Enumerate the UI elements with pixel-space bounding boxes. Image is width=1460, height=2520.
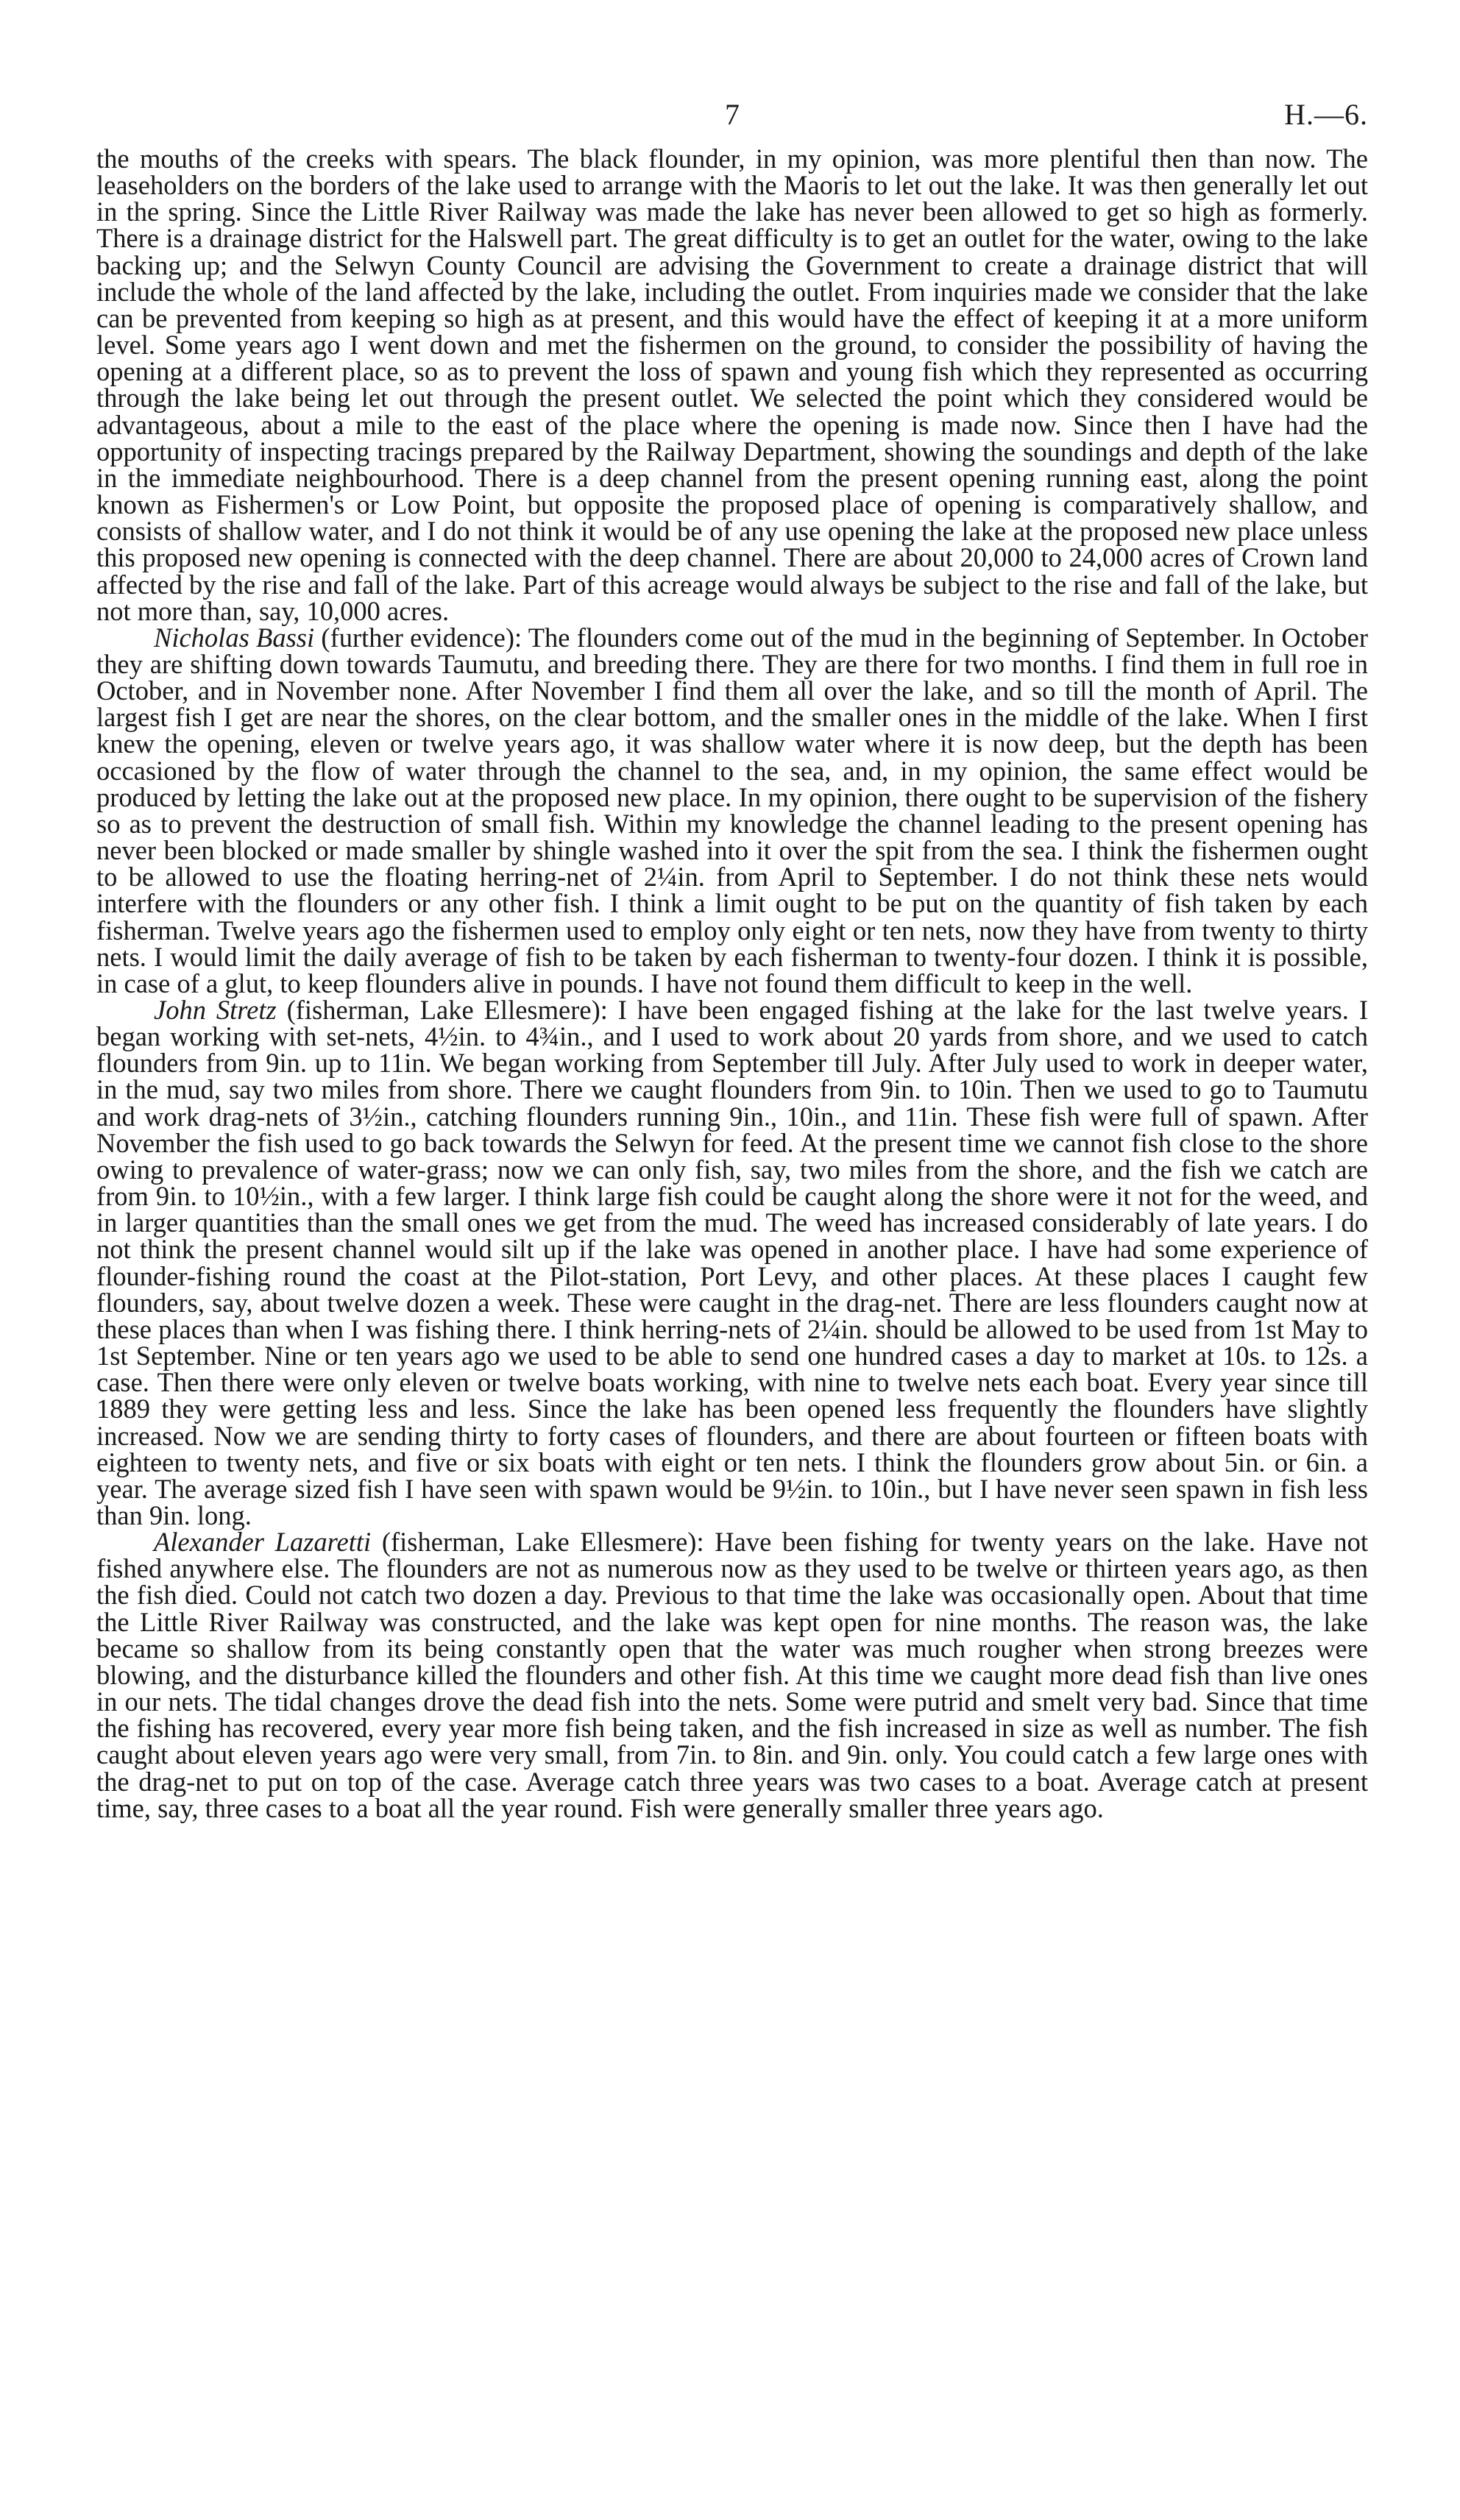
page-header (96, 93, 1368, 146)
paragraph-text: the mouths of the creeks with spears. The black flounder, in my opinion, was more plentiful then than now. The leaseholders on the borders of the lake used to arrange with the Maoris to let out the lake. It was then generally let out in the spring. Since the Little River Railway was made the lake has never been allowed to get so high as formerly. There is a drainage district for the Halswell part. The great difficulty is to get an outlet for the water, owing to the lake backing up; and the Selwyn County Council are advising the Government to create a drainage district that will include the whole of the land affected by the lake, including the outlet. From inquiries made we consider that the lake can be prevented from keeping so high as at present, and this would have the effect of keeping it at a more uniform level. Some years ago I went down and met the fishermen on the ground, to consider the possibility of having the opening at a different place, so as to prevent the loss of spawn and young fish which they represented as occurring through the lake being let out through the present outlet. We selected the point which they considered would be advantageous, about a mile to the east of the place where the opening is made now. Since then I have had the opportunity of inspecting tracings prepared by the Railway Department, showing the soundings and depth of the lake in the immediate neighbourhood. There is a deep channel from the present opening running east, along the point known as Fishermen's or Low Point, but opposite the proposed place of opening is comparatively shallow, and consists of shallow water, and I do not think it would be of any use opening the lake at the proposed new place unless this proposed new opening is connected with the deep channel. There are about 20,000 to 24,000 acres of Crown land affected by the rise and fall of the lake. Part of this acreage would always be subject to the rise and fall of the lake, but not more than, say, 10,000 acres. (96, 143, 1368, 626)
paragraph-bassi-evidence (96, 622, 1368, 998)
paragraph-text: I have been engaged fishing at the lake for the last twelve years. I began working with set-nets, 4½in. to 4¾in., and I used to work about 20 yards from shore, and we used to catch flounders from 9in. up to 11in. We began working from September till July. After July used to work in deeper water, in the mud, say two miles from shore. There we caught flounders from 9in. to 10in. Then we used to go to Taumutu and work drag-nets of 3½in., catching flounders running 9in., 10in., and 11in. These fish were full of spawn. After November the fish used to go back towards the Selwyn for feed. At the present time we cannot fish close to the shore owing to prevalence of water-grass; now we can only fish, say, two miles from the shore, and the fish we catch are from 9in. to 10½in., with a few larger. I think large fish could be caught along the shore were it not for the weed, and in larger quantities than the small ones we get from the mud. The weed has increased considerably of late years. I do not think the present channel would silt up if the lake was opened in another place. I have had some experience of flounder-fishing round the coast at the Pilot-station, Port Levy, and other places. At these places I caught few flounders, say, about twelve dozen a week. These were caught in the drag-net. There are less flounders caught now at these places than when I was fishing there. I think herring-nets of 2¼in. should be allowed to be used from 1st May to 1st September. Nine or ten years ago we used to be able to send one hundred cases a day to market at 10s. to 12s. a case. Then there were only eleven or twelve boats working, with nine to twelve nets each boat. Every year since till 1889 they were getting less and less. Since the lake has been opened less frequently the flounders have slightly increased. Now we are sending thirty to forty cases of flounders, and there are about fourteen or fifteen boats with eighteen to twenty nets, and five or six boats with eight or ten nets. I think the flounders grow about 5in. or 6in. a year. The average sized fish I have seen with spawn would be 9½in. to 10in., but I have never seen spawn in fish less than 9in. long. (96, 995, 1368, 1530)
witness-qualifier: (fisherman, Lake Ellesmere): (276, 995, 618, 1025)
document-page (96, 93, 1368, 1822)
paragraph-text: The flounders come out of the mud in the beginning of September. In October they are shifting down towards Taumutu, and breeding there. They are there for two months. I find them in full roe in October, and in November none. After November I find them all over the lake, and so till the month of April. The largest fish I get are near the shores, on the clear bottom, and the smaller ones in the middle of the lake. When I first knew the opening, eleven or twelve years ago, it was shallow water where it is now deep, but the depth has been occasioned by the flow of water through the channel to the sea, and, in my opinion, the same effect would be produced by letting the lake out at the proposed new place. In my opinion, there ought to be supervision of the fishery so as to prevent the destruction of small fish. Within my knowledge the channel leading to the present opening has never been blocked or made smaller by shingle washed into it over the spit from the sea. I think the fishermen ought to be allowed to use the floating herring-net of 2¼in. from April to September. I do not think these nets would interfere with the flounders or any other fish. I think a limit ought to be put on the quantity of fish taken by each fisherman. Twelve years ago the fishermen used to employ only eight or ten nets, now they have from twenty to thirty nets. I would limit the daily average of fish to be taken by each fisherman to twenty-four dozen. I think it is possible, in case of a glut, to keep flounders alive in pounds. I have not found them difficult to keep in the well. (96, 622, 1368, 998)
page-number: 7 (725, 98, 740, 131)
witness-name: John Stretz (154, 995, 277, 1025)
witness-name: Alexander Lazaretti (154, 1527, 372, 1558)
witness-qualifier: (fisherman, Lake Ellesmere): (371, 1527, 715, 1558)
paragraph-text: Have been fishing for twenty years on the lake. Have not fished anywhere else. The flounders are not as numerous now as they used to be twelve or thirteen years ago, as then the fish died. Could not catch two dozen a day. Previous to that time the lake was occasionally open. About that time the Little River Railway was constructed, and the lake was kept open for nine months. The reason was, the lake became so shallow from its being constantly open that the water was much rougher when strong breezes were blowing, and the disturbance killed the flounders and other fish. At this time we caught more dead fish than live ones in our nets. The tidal changes drove the dead fish into the nets. Some were putrid and smelt very bad. Since that time the fishing has recovered, every year more fish being taken, and the fish increased in size as well as number. The fish caught about eleven years ago were very small, from 7in. to 8in. and 9in. only. You could catch a few large ones with the drag-net to put on top of the case. Average catch three years was two cases to a boat. Average catch at present time, say, three cases to a boat all the year round. Fish were generally smaller three years ago. (96, 1527, 1368, 1823)
report-reference: H.—6. (1284, 98, 1368, 131)
witness-qualifier: (further evidence): (314, 622, 528, 653)
evidence-body (96, 143, 1368, 1823)
paragraph-stretz-evidence (96, 997, 1368, 1529)
paragraph-lazaretti-evidence (96, 1529, 1368, 1822)
paragraph-continued (96, 143, 1368, 626)
witness-name: Nicholas Bassi (154, 622, 315, 653)
